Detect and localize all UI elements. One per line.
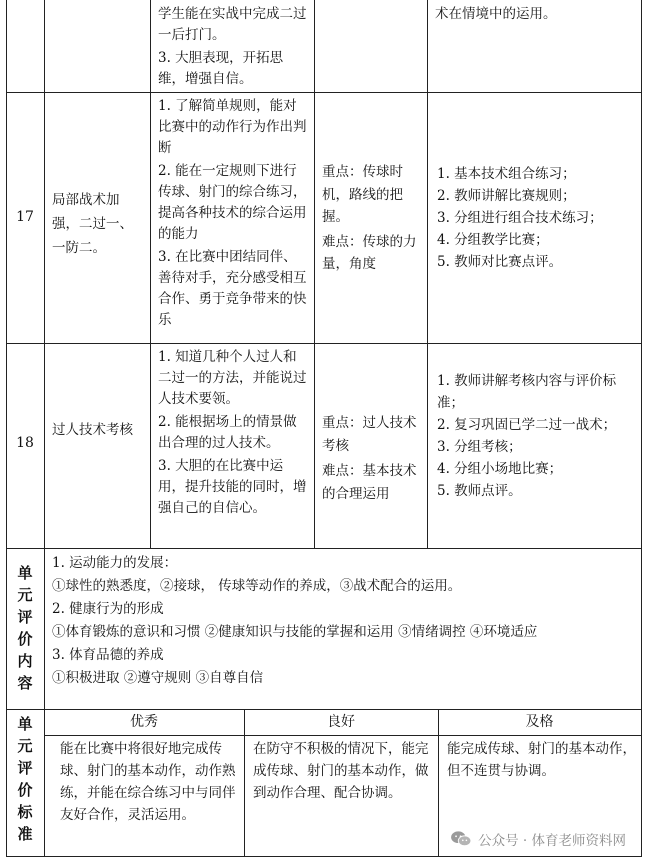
col-divider bbox=[314, 0, 315, 548]
eval-line: 3. 体育品德的养成 bbox=[52, 647, 164, 663]
process-list bbox=[437, 370, 639, 502]
header-char: 价 bbox=[17, 630, 33, 648]
row-divider bbox=[44, 735, 642, 736]
eval-line: 2. 健康行为的形成 bbox=[52, 601, 164, 617]
goals-cell bbox=[158, 96, 310, 333]
header-char: 单 bbox=[17, 715, 33, 733]
header-char: 价 bbox=[17, 781, 33, 799]
row-divider bbox=[6, 92, 642, 93]
goal-item: 2. 能在一定规则下进行传球、射门的综合练习，提高各种技术的综合运用的能力 bbox=[158, 163, 307, 242]
row-divider bbox=[6, 343, 642, 344]
header-char: 评 bbox=[17, 608, 33, 626]
watermark bbox=[448, 829, 628, 849]
header-char: 元 bbox=[17, 586, 33, 604]
key-points-cell bbox=[322, 412, 424, 508]
pass-description: 能完成传球、射门的基本动作，但不连贯与协调。 bbox=[447, 741, 636, 779]
process-step: 1. 基本技术组合练习； bbox=[437, 166, 576, 182]
process-step: 5. 教师点评。 bbox=[437, 483, 522, 499]
watermark-text: 公众号 · 体育老师资料网 bbox=[478, 833, 626, 849]
goal-text: 3. 大胆表现，开拓思维，增强自信。 bbox=[158, 50, 284, 87]
header-char: 准 bbox=[17, 825, 33, 843]
level-pass: 及格 bbox=[525, 714, 554, 730]
goal-item: 1. 知道几种个人过人和二过一的方法，并能说过人技术要领。 bbox=[158, 349, 307, 407]
lesson-plan-table bbox=[6, 0, 642, 857]
difficulty: 难点：基本技术的合理运用 bbox=[322, 463, 417, 502]
table-border-right bbox=[641, 0, 642, 857]
process-step: 5. 教师对比赛点评。 bbox=[437, 254, 563, 270]
lesson-content: 局部战术加强，二过一、一防二。 bbox=[52, 192, 133, 256]
goal-item: 2. 能根据场上的情景做出合理的过人技术。 bbox=[158, 414, 297, 451]
process-step: 3. 分组考核； bbox=[437, 439, 522, 455]
eval-content-body bbox=[52, 552, 638, 690]
lesson-number: 17 bbox=[16, 209, 34, 225]
process-cell-continued bbox=[435, 4, 635, 27]
header-char: 标 bbox=[17, 803, 33, 821]
difficulty: 难点：传球的力量，角度 bbox=[322, 233, 417, 272]
level-good: 良好 bbox=[327, 714, 355, 730]
excellent-description: 能在比赛中将很好地完成传球、射门的基本动作，动作熟练，并能在综合练习中与同伴友好合作，灵活运用。 bbox=[60, 741, 236, 823]
process-step: 1. 教师讲解考核内容与评价标准； bbox=[437, 373, 617, 411]
key-point: 重点：过人技术考核 bbox=[322, 415, 417, 454]
level-excellent: 优秀 bbox=[130, 714, 158, 730]
row-divider bbox=[6, 548, 642, 549]
process-step: 2. 复习巩固已学二过一战术； bbox=[437, 417, 617, 433]
header-char: 内 bbox=[17, 652, 33, 670]
col-divider bbox=[44, 0, 45, 548]
goals-cell-continued bbox=[158, 4, 308, 92]
process-step: 4. 分组教学比赛； bbox=[437, 232, 549, 248]
eval-line: ①球性的熟悉度，②接球， 传球等动作的养成，③战术配合的运用。 bbox=[52, 578, 462, 594]
eval-standard-header bbox=[3, 713, 47, 845]
col-divider bbox=[150, 0, 151, 548]
header-char: 评 bbox=[17, 759, 33, 777]
col-divider bbox=[427, 0, 428, 548]
eval-content-header bbox=[3, 562, 47, 694]
process-text: 术在情境中的运用。 bbox=[435, 6, 557, 22]
goal-item: 3. 大胆的在比赛中运用，提升技能的同时，增强自己的自信心。 bbox=[158, 458, 307, 516]
process-step: 2. 教师讲解比赛规则； bbox=[437, 188, 576, 204]
header-char: 容 bbox=[17, 674, 33, 692]
row-divider bbox=[6, 709, 642, 710]
goal-item: 3. 在比赛中团结同伴、善待对手，充分感受相互合作、勇于竞争带来的快乐 bbox=[158, 249, 307, 328]
process-step: 3. 分组进行组合技术练习； bbox=[437, 210, 603, 226]
eval-line: 1. 运动能力的发展： bbox=[52, 555, 178, 571]
header-char: 单 bbox=[17, 564, 33, 582]
header-char: 元 bbox=[17, 737, 33, 755]
good-description: 在防守不积极的情况下，能完成传球、射门的基本动作，做到动作合理、配合协调。 bbox=[253, 741, 429, 801]
goal-text: 学生能在实战中完成二过一后打门。 bbox=[158, 6, 307, 43]
process-step: 4. 分组小场地比赛； bbox=[437, 461, 563, 477]
goal-item: 1. 了解简单规则，能对比赛中的动作行为作出判断 bbox=[158, 98, 307, 156]
key-point: 重点：传球时机，路线的把握。 bbox=[322, 164, 403, 225]
eval-line: ①积极进取 ②遵守规则 ③自尊自信 bbox=[52, 670, 264, 686]
lesson-number: 18 bbox=[16, 435, 34, 451]
eval-line: ①体育锻炼的意识和习惯 ②健康知识与技能的掌握和运用 ③情绪调控 ④环境适应 bbox=[52, 624, 538, 640]
goals-cell bbox=[158, 347, 310, 521]
process-list bbox=[437, 163, 639, 273]
key-points-cell bbox=[322, 161, 424, 278]
wechat-icon bbox=[450, 830, 472, 848]
lesson-content: 过人技术考核 bbox=[52, 422, 133, 438]
